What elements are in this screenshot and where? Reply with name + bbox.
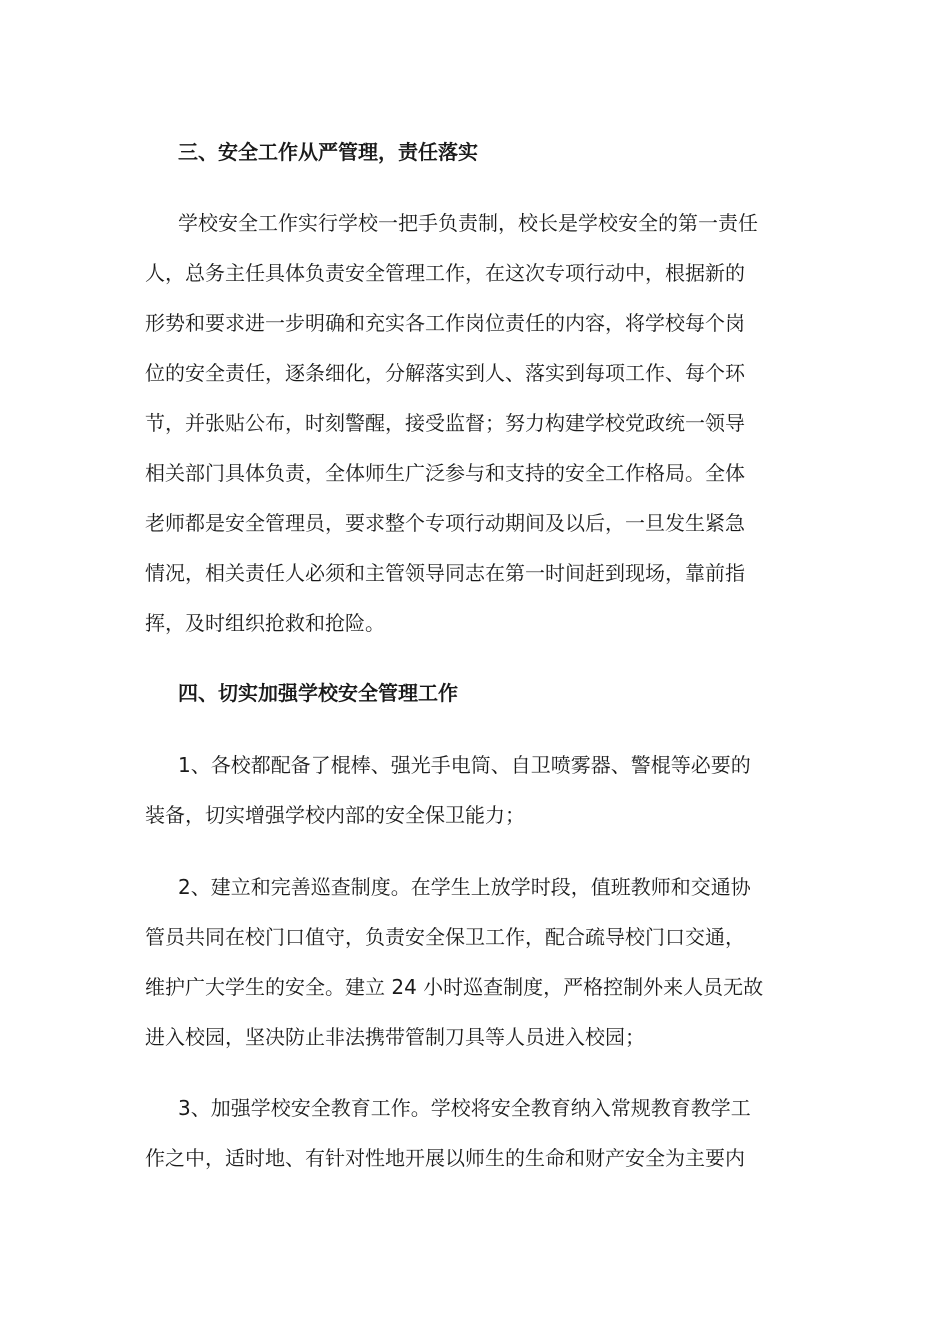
text-line: 维护广大学生的安全。建立 24 小时巡查制度，严格控制外来人员无故 — [145, 975, 764, 999]
list-item-2 — [145, 862, 810, 1062]
text-line: 管员共同在校门口值守，负责安全保卫工作，配合疏导校门口交通， — [145, 925, 745, 949]
text-line: 作之中，适时地、有针对性地开展以师生的生命和财产安全为主要内 — [145, 1146, 745, 1170]
text-line: 情况，相关责任人必须和主管领导同志在第一时间赶到现场，靠前指 — [145, 561, 745, 585]
text-line: 进入校园，坚决防止非法携带管制刀具等人员进入校园； — [145, 1025, 645, 1049]
list-item-3 — [145, 1083, 810, 1183]
text-line: 3、加强学校安全教育工作。学校将安全教育纳入常规教育教学工 — [178, 1096, 751, 1120]
text-line: 相关部门具体负责，全体师生广泛参与和支持的安全工作格局。全体 — [145, 461, 745, 485]
list-item-1 — [145, 740, 810, 840]
text-line: 人，总务主任具体负责安全管理工作，在这次专项行动中，根据新的 — [145, 261, 745, 285]
text-line: 1、各校都配备了棍棒、强光手电筒、自卫喷雾器、警棍等必要的 — [178, 753, 751, 777]
paragraph-section-3 — [145, 198, 810, 648]
section-heading-3: 三、安全工作从严管理，责任落实 — [178, 140, 478, 164]
text-line: 学校安全工作实行学校一把手负责制，校长是学校安全的第一责任 — [178, 211, 758, 235]
text-line: 2、建立和完善巡查制度。在学生上放学时段，值班教师和交通协 — [178, 875, 751, 899]
section-heading-4: 四、切实加强学校安全管理工作 — [178, 681, 458, 705]
text-line: 形势和要求进一步明确和充实各工作岗位责任的内容，将学校每个岗 — [145, 311, 745, 335]
text-line: 老师都是安全管理员，要求整个专项行动期间及以后，一旦发生紧急 — [145, 511, 745, 535]
text-line: 装备，切实增强学校内部的安全保卫能力； — [145, 803, 525, 827]
text-line: 节，并张贴公布，时刻警醒，接受监督；努力构建学校党政统一领导 — [145, 411, 745, 435]
text-line: 挥，及时组织抢救和抢险。 — [145, 611, 385, 635]
text-line: 位的安全责任，逐条细化，分解落实到人、落实到每项工作、每个环 — [145, 361, 745, 385]
